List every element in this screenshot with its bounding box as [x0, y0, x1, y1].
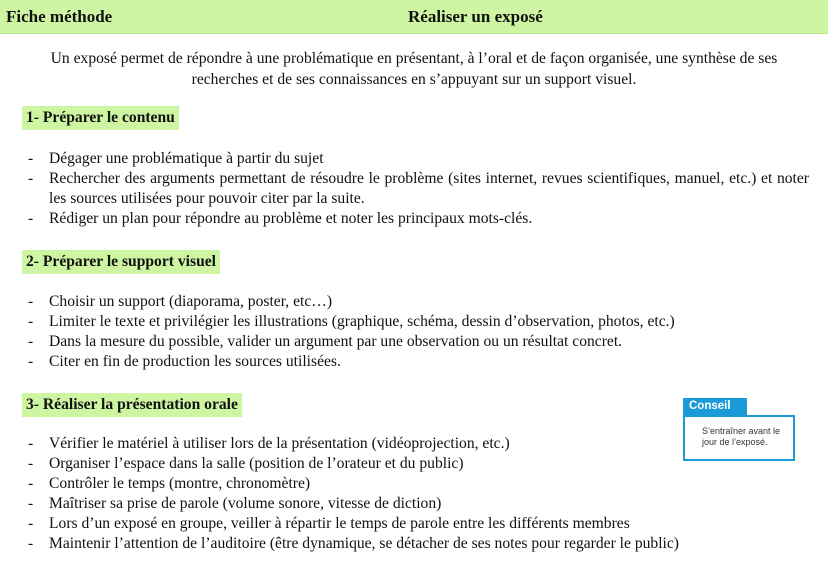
- bullet-dash: -: [28, 475, 34, 492]
- section-title-support-visuel: 2- Préparer le support visuel: [22, 250, 220, 274]
- list-item: - Citer en fin de production les sources utilisées.: [28, 353, 341, 370]
- section-title-contenu: 1- Préparer le contenu: [22, 106, 179, 130]
- sheet-type-label: Fiche méthode: [6, 7, 113, 26]
- bullet-dash: -: [28, 535, 34, 552]
- bullet-dash: -: [28, 353, 34, 370]
- list-item: - Lors d’un exposé en groupe, veiller à répartir le temps de parole entre les différents membres: [28, 515, 630, 532]
- list-item: - Choisir un support (diaporama, poster, etc…): [28, 293, 333, 310]
- section-list-contenu: [28, 149, 809, 229]
- list-item: - Organiser l’espace dans la salle (position de l’orateur et du public): [28, 455, 464, 472]
- list-item: - Rechercher des arguments permettant de résoudre le problème (sites internet, revues scientifiques, manuel, etc.) et noter les sources utilisées pour pouvoir citer par la suite.: [28, 170, 809, 207]
- bullet-dash: -: [28, 455, 34, 472]
- bullet-dash: -: [28, 333, 34, 350]
- bullet-dash: -: [28, 495, 34, 512]
- list-item: - Rédiger un plan pour répondre au problème et noter les principaux mots-clés.: [28, 210, 533, 227]
- bullet-dash: -: [28, 170, 34, 187]
- bullet-dash: -: [28, 435, 34, 452]
- conseil-text: S’entraîner avant le jour de l’exposé.: [702, 426, 781, 447]
- list-item: - Dans la mesure du possible, valider un argument par une observation ou un résultat concret.: [28, 333, 623, 350]
- list-item: - Maîtriser sa prise de parole (volume sonore, vitesse de diction): [28, 495, 442, 512]
- bullet-dash: -: [28, 210, 34, 227]
- list-item: - Limiter le texte et privilégier les illustrations (graphique, schéma, dessin d’observation, photos, etc.): [28, 313, 675, 330]
- conseil-label: Conseil: [683, 398, 747, 415]
- page-title: Réaliser un exposé: [408, 7, 543, 26]
- conseil-box: [683, 415, 795, 461]
- bullet-dash: -: [28, 313, 34, 330]
- list-item: - Maintenir l’attention de l’auditoire (être dynamique, se détacher de ses notes pour regarder le public): [28, 535, 680, 552]
- bullet-dash: -: [28, 515, 34, 532]
- bullet-dash: -: [28, 293, 34, 310]
- list-item: - Contrôler le temps (montre, chronomètre): [28, 475, 311, 492]
- intro-paragraph: Un exposé permet de répondre à une problématique en présentant, à l’oral et de façon organisée, une synthèse de ses recherches et de ses connaissances en s’appuyant sur un support visuel.: [50, 50, 778, 88]
- bullet-dash: -: [28, 150, 34, 167]
- list-item: - Dégager une problématique à partir du sujet: [28, 150, 324, 167]
- header-bar: [0, 0, 828, 34]
- conseil-callout: [683, 398, 795, 462]
- list-item: - Vérifier le matériel à utiliser lors de la présentation (vidéoprojection, etc.): [28, 435, 510, 452]
- section-title-presentation-orale: 3- Réaliser la présentation orale: [22, 393, 242, 417]
- section-list-support-visuel: [28, 292, 809, 372]
